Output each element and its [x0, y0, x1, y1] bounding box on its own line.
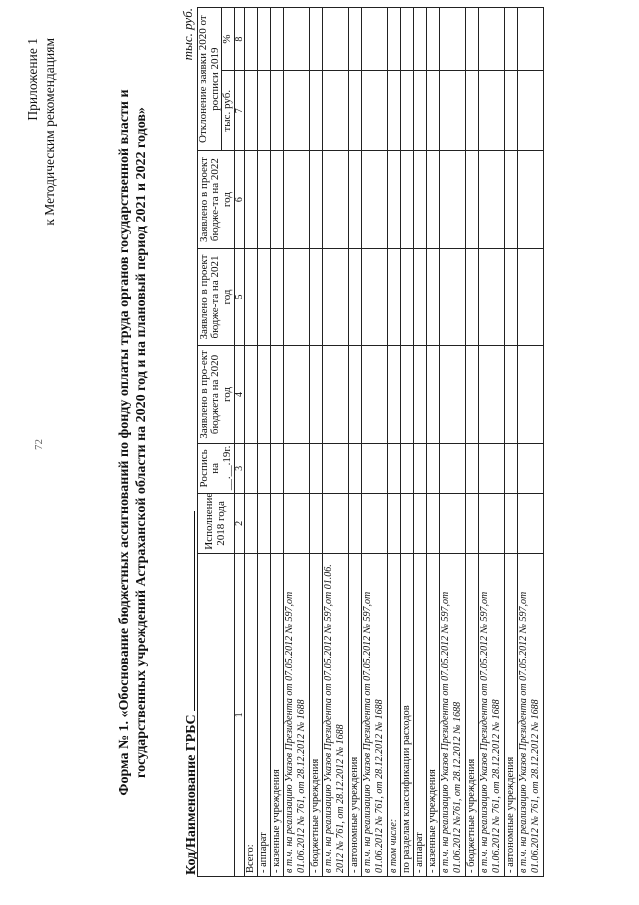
header-zay-2020: Заявлено в про-ект бюджета на 2020 год	[198, 346, 235, 443]
table-cell	[465, 346, 478, 443]
table-cell	[400, 151, 413, 248]
column-number: 1	[234, 553, 244, 876]
budget-table	[197, 7, 544, 877]
table-cell	[439, 346, 465, 443]
row-label: в т.ч. на реализацию Указов Президента от 07.05.2012 № 597,от 01.06.2012 № 761, от 28.12.2012 № 1688	[517, 553, 543, 876]
table-cell	[413, 151, 426, 248]
table-cell	[283, 151, 309, 248]
header-exec-2018: Исполнение 2018 года	[198, 494, 235, 554]
row-label: в т.ч. на реализацию Указов Президента от 07.05.2012 № 597,от 01.06.2012 № 761, от 28.12.2012 № 1688	[283, 553, 309, 876]
table-cell	[387, 8, 400, 71]
table-cell	[257, 494, 270, 554]
form-title-line-2: государственных учреждений Астраханской области на 2020 год и на плановый период 2021 и 2022 годов»	[134, 107, 149, 778]
column-number-row	[234, 8, 244, 877]
table-cell	[387, 151, 400, 248]
table-cell	[309, 151, 322, 248]
table-cell	[257, 8, 270, 71]
table-cell	[504, 71, 517, 151]
table-cell	[361, 8, 387, 71]
row-label: - казенные учреждения	[426, 553, 439, 876]
table-cell	[322, 494, 348, 554]
table-row	[348, 8, 361, 877]
table-cell	[322, 71, 348, 151]
table-cell	[361, 248, 387, 345]
table-cell	[478, 443, 504, 493]
table-cell	[283, 71, 309, 151]
table-cell	[439, 71, 465, 151]
table-cell	[270, 248, 283, 345]
table-cell	[400, 494, 413, 554]
table-cell	[465, 248, 478, 345]
table-row	[504, 8, 517, 877]
table-cell	[400, 248, 413, 345]
table-row	[322, 8, 348, 877]
header-dev-pct: %	[222, 8, 235, 71]
table-cell	[504, 248, 517, 345]
row-label: - автономные учреждения	[348, 553, 361, 876]
table-cell	[387, 443, 400, 493]
table-cell	[426, 346, 439, 443]
table-cell	[309, 443, 322, 493]
table-row	[478, 8, 504, 877]
grbs-blank-line	[182, 511, 195, 711]
table-cell	[257, 71, 270, 151]
table-cell	[244, 151, 257, 248]
row-label: - казенные учреждения	[270, 553, 283, 876]
table-row	[309, 8, 322, 877]
table-cell	[465, 71, 478, 151]
column-number: 8	[234, 8, 244, 71]
table-cell	[387, 71, 400, 151]
row-label: - аппарат	[257, 553, 270, 876]
row-label: в т.ч. на реализацию Указов Президента от 07.05.2012 № 597,от 01.06. 2012 № 761, от 28.12.2012 № 1688	[322, 553, 348, 876]
table-cell	[270, 151, 283, 248]
table-cell	[309, 346, 322, 443]
table-cell	[309, 8, 322, 71]
table-cell	[478, 494, 504, 554]
table-row	[465, 8, 478, 877]
appendix-line-2: к Методическим рекомендациям	[42, 38, 57, 226]
table-cell	[322, 443, 348, 493]
table-cell	[504, 494, 517, 554]
table-cell	[413, 494, 426, 554]
table-body	[244, 8, 543, 877]
table-cell	[361, 346, 387, 443]
row-label: - автономные учреждения	[504, 553, 517, 876]
table-cell	[478, 71, 504, 151]
table-cell	[478, 151, 504, 248]
table-cell	[283, 494, 309, 554]
table-cell	[322, 248, 348, 345]
table-row	[257, 8, 270, 877]
table-cell	[426, 8, 439, 71]
table-cell	[517, 71, 543, 151]
table-cell	[348, 248, 361, 345]
table-cell	[413, 248, 426, 345]
table-cell	[478, 8, 504, 71]
table-cell	[426, 151, 439, 248]
column-number: 2	[234, 494, 244, 554]
table-cell	[478, 248, 504, 345]
units-label: тыс. руб.	[180, 8, 195, 61]
table-cell	[244, 8, 257, 71]
table-cell	[361, 151, 387, 248]
table-cell	[426, 248, 439, 345]
table-row	[413, 8, 426, 877]
table-cell	[348, 346, 361, 443]
row-label: Всего:	[244, 553, 257, 876]
table-cell	[270, 494, 283, 554]
appendix-note	[24, 38, 58, 226]
grbs-label: Код/Наименование ГРБС	[184, 714, 199, 875]
table-cell	[309, 248, 322, 345]
table-cell	[348, 8, 361, 71]
table-cell	[517, 8, 543, 71]
row-label: по разделам классификации расходов	[400, 553, 413, 876]
table-cell	[387, 346, 400, 443]
table-cell	[413, 8, 426, 71]
table-cell	[517, 443, 543, 493]
form-title	[116, 40, 150, 845]
table-cell	[322, 8, 348, 71]
table-cell	[413, 346, 426, 443]
table-cell	[478, 346, 504, 443]
table-cell	[309, 71, 322, 151]
table-cell	[257, 346, 270, 443]
table-cell	[426, 494, 439, 554]
table-row	[426, 8, 439, 877]
table-cell	[426, 71, 439, 151]
table-cell	[361, 443, 387, 493]
row-label: - бюджетные учреждения	[309, 553, 322, 876]
table-cell	[270, 443, 283, 493]
table-cell	[348, 71, 361, 151]
column-number: 6	[234, 151, 244, 248]
form-title-line-1: Форма № 1. «Обоснование бюджетных ассигнований по фонду оплаты труда органов государственной власти и	[117, 89, 132, 796]
table-cell	[348, 494, 361, 554]
table-cell	[439, 248, 465, 345]
table-cell	[400, 8, 413, 71]
table-cell	[283, 8, 309, 71]
table-cell	[348, 443, 361, 493]
table-cell	[361, 494, 387, 554]
table-cell	[244, 248, 257, 345]
page-number: 72	[33, 439, 45, 450]
table-row	[244, 8, 257, 877]
row-label: - аппарат	[413, 553, 426, 876]
column-number: 5	[234, 248, 244, 345]
table-cell	[257, 443, 270, 493]
header-zay-2022: Заявлено в проект бюдже-та на 2022 год	[198, 151, 235, 248]
table-cell	[517, 494, 543, 554]
appendix-line-1: Приложение 1	[25, 38, 40, 121]
table-cell	[270, 71, 283, 151]
header-rospis: Роспись на __.__.19г.	[198, 443, 235, 493]
table-cell	[517, 151, 543, 248]
table-row	[439, 8, 465, 877]
table-cell	[400, 443, 413, 493]
table-cell	[465, 8, 478, 71]
table-cell	[439, 443, 465, 493]
table-cell	[270, 346, 283, 443]
table-cell	[322, 151, 348, 248]
table-cell	[400, 71, 413, 151]
table-cell	[465, 151, 478, 248]
table-row	[283, 8, 309, 877]
table-cell	[413, 443, 426, 493]
row-label: в т.ч. на реализацию Указов Президента от 07.05.2012 № 597,от 01.06.2012 № 761, от 28.12.2012 № 1688	[478, 553, 504, 876]
row-label: - бюджетные учреждения	[465, 553, 478, 876]
table-cell	[400, 346, 413, 443]
table-row	[387, 8, 400, 877]
table-cell	[322, 346, 348, 443]
table-cell	[465, 494, 478, 554]
table-cell	[517, 248, 543, 345]
header-dev-rub: тыс. руб.	[222, 71, 235, 151]
column-number: 4	[234, 346, 244, 443]
table-cell	[283, 346, 309, 443]
column-number: 3	[234, 443, 244, 493]
table-cell	[387, 248, 400, 345]
table-cell	[426, 443, 439, 493]
table-cell	[439, 151, 465, 248]
row-label: в т.ч. на реализацию Указов Президента от 07.05.2012 № 597,от 01.06.2012 № 761, от 28.12.2012 № 1688	[361, 553, 387, 876]
row-label: в т.ч. на реализацию Указов Президента от 07.05.2012 № 597,от 01.06.2012 №761, от 28.12.2012 № 1688	[439, 553, 465, 876]
table-cell	[387, 494, 400, 554]
header-deviation: Отклонение заявки 2020 от росписи 2019	[198, 8, 222, 151]
table-cell	[413, 71, 426, 151]
column-number: 7	[234, 71, 244, 151]
table-cell	[244, 443, 257, 493]
table-cell	[257, 151, 270, 248]
table-row	[270, 8, 283, 877]
table-cell	[504, 151, 517, 248]
table-cell	[257, 248, 270, 345]
table-row	[361, 8, 387, 877]
row-label: в том числе:	[387, 553, 400, 876]
table-cell	[439, 8, 465, 71]
table-cell	[517, 346, 543, 443]
table-cell	[439, 494, 465, 554]
table-cell	[244, 494, 257, 554]
header-zay-2021: Заявлено в проект бюдже-та на 2021 год	[198, 248, 235, 345]
table-cell	[283, 248, 309, 345]
table-cell	[270, 8, 283, 71]
table-cell	[504, 443, 517, 493]
table-row	[400, 8, 413, 877]
table-cell	[244, 346, 257, 443]
table-cell	[348, 151, 361, 248]
table-cell	[504, 8, 517, 71]
table-row	[517, 8, 543, 877]
table-cell	[361, 71, 387, 151]
table-cell	[309, 494, 322, 554]
table-cell	[283, 443, 309, 493]
table-cell	[465, 443, 478, 493]
table-cell	[244, 71, 257, 151]
header-name	[198, 553, 235, 876]
table-cell	[504, 346, 517, 443]
